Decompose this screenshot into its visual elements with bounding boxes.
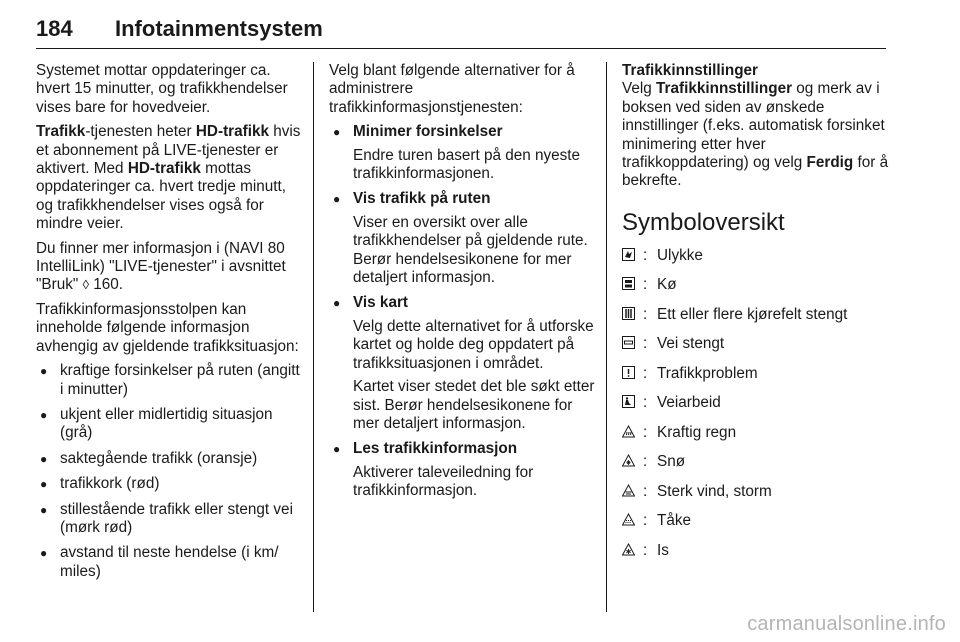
paragraph: Systemet mottar oppdateringer ca. hvert 15 minutter, og trafikkhendelser vises bare for hovedveier.: [36, 62, 288, 116]
symbol-list: [622, 247, 890, 572]
option-item: [329, 190, 597, 287]
column-1: [36, 62, 304, 588]
paragraph: Trafikk-tjenesten heter HD-trafikk hvis et abonnement på LIVE-tjenester er aktivert. Med HD-trafikk mottas oppdateringer ca. hvert tredje minutt, og trafikkhendelser vises også for mindre veier.: [36, 123, 301, 233]
paragraph: Velg Trafikkinnstillinger og merk av i boksen ved siden av ønskede innstillinger (f.eks. automatisk forsinket minimering etter hver trafikkoppdatering) og velg Ferdig for å bekrefte.: [622, 80, 889, 190]
column-2: [329, 62, 597, 508]
section-heading: Symboloversikt: [622, 208, 785, 236]
symbol-row: : Vei stengt: [622, 335, 890, 365]
page-number: 184: [36, 16, 73, 41]
paragraph: Du finner mer informasjon i (NAVI 80 IntelliLink) "LIVE-tjenester" i avsnittet "Bruk" ◊ 160.: [36, 239, 286, 294]
option-title: ● Vis kart: [353, 294, 408, 312]
symbol-label: Snø: [657, 453, 686, 471]
option-title: ● Minimer forsinkelser: [353, 123, 503, 141]
fog-icon: [622, 513, 635, 526]
symbol-label: Ett eller flere kjørefelt stengt: [657, 305, 848, 323]
symbol-label: Veiarbeid: [657, 394, 721, 412]
option-item: [329, 123, 597, 183]
option-description: Aktiverer taleveiledning for trafikkinformasjon.: [353, 463, 534, 500]
page-reference-icon: ◊: [82, 277, 90, 293]
list-item: ● ukjent eller midlertidig situasjon (grå): [36, 406, 304, 443]
symbol-label: Ulykke: [657, 246, 703, 264]
list-item: ● avstand til neste hendelse (i km/ miles): [36, 544, 304, 581]
options-list: [329, 123, 597, 500]
option-item: [329, 440, 597, 500]
symbol-row: : Is: [622, 542, 890, 572]
symbol-row: : Veiarbeid: [622, 394, 890, 424]
option-item: [329, 294, 597, 433]
symbol-label: Tåke: [657, 512, 692, 530]
page-reference-link[interactable]: 160.: [89, 276, 124, 294]
column-3: [622, 62, 890, 571]
strong-wind-icon: [622, 484, 635, 497]
option-description: Kartet viser stedet det ble søkt etter sist. Berør hendelsesikonene for mer detaljert informasjon.: [353, 378, 595, 432]
snow-icon: [622, 454, 635, 467]
symbol-row: : Kø: [622, 276, 890, 306]
lanes-closed-icon: [622, 307, 635, 320]
heavy-rain-icon: [622, 425, 635, 438]
roadworks-icon: [622, 395, 635, 408]
list-item: ● saktegående trafikk (oransje): [36, 450, 304, 468]
list-item: ● stillestående trafikk eller stengt vei (mørk rød): [36, 501, 304, 538]
road-closed-icon: [622, 336, 635, 349]
symbol-row: : Ulykke: [622, 247, 890, 277]
symbol-label: Sterk vind, storm: [657, 482, 772, 500]
section-title: Infotainmentsystem: [115, 16, 323, 41]
subheading: Trafikkinnstillinger: [622, 62, 759, 79]
column-divider: [313, 62, 314, 612]
symbol-label: Kraftig regn: [657, 423, 737, 441]
option-title: ● Les trafikkinformasjon: [353, 440, 518, 458]
page-header: [36, 8, 886, 49]
symbol-label: Is: [657, 541, 669, 559]
option-title: ● Vis trafikk på ruten: [353, 190, 491, 208]
accident-icon: [622, 248, 635, 261]
option-description: Velg dette alternativet for å utforske kartet og holde deg oppdatert på trafikksituasjonen i området.: [353, 317, 594, 372]
option-description: Viser en oversikt over alle trafikkhendelser på gjeldende rute. Berør hendelsesikonene for mer detaljert informasjon.: [353, 213, 588, 287]
symbol-row: : Tåke: [622, 512, 890, 542]
symbol-label: Kø: [657, 276, 677, 294]
traffic-problem-icon: [622, 366, 635, 379]
ice-icon: [622, 543, 635, 556]
symbol-row: : Snø: [622, 453, 890, 483]
list-item: ● trafikkork (rød): [36, 475, 304, 493]
symbol-row: : Kraftig regn: [622, 424, 890, 454]
symbol-row: : Ett eller flere kjørefelt stengt: [622, 306, 890, 336]
queue-icon: [622, 277, 635, 290]
paragraph: Velg blant følgende alternativer for å administrere trafikkinformasjonstjenesten:: [329, 62, 575, 116]
option-description: Endre turen basert på den nyeste trafikkinformasjonen.: [353, 146, 581, 183]
watermark: carmanualsonline.info: [747, 613, 946, 635]
traffic-info-list: [36, 362, 304, 581]
paragraph: Trafikkinformasjonsstolpen kan inneholde følgende informasjon avhengig av gjeldende trafikksituasjon:: [36, 300, 299, 355]
symbol-row: : Trafikkproblem: [622, 365, 890, 395]
symbol-label: Vei stengt: [657, 335, 725, 353]
symbol-label: Trafikkproblem: [657, 364, 758, 382]
column-divider: [606, 62, 607, 612]
symbol-row: : Sterk vind, storm: [622, 483, 890, 513]
list-item: ● kraftige forsinkelser på ruten (angitt i minutter): [36, 362, 304, 399]
